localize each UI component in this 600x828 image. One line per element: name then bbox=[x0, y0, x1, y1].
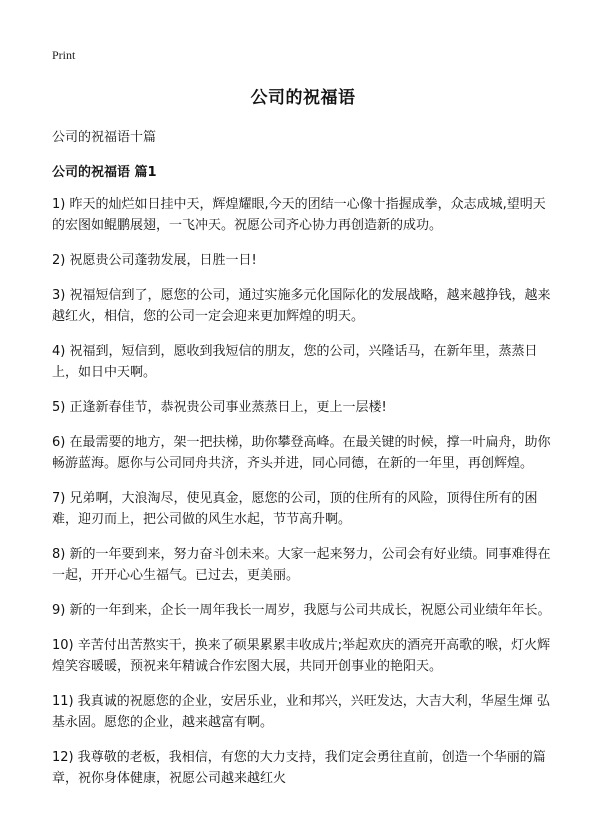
print-link[interactable]: Print bbox=[52, 48, 76, 62]
paragraph-4: 4) 祝福到，短信到，愿收到我短信的朋友，您的公司，兴隆话马，在新年里，蒸蒸日上，如日中天啊。 bbox=[52, 344, 538, 380]
document-subtitle: 公司的祝福语十篇 bbox=[52, 130, 157, 145]
paragraph-1: 1) 昨天的灿烂如日挂中天，辉煌耀眼,今天的团结一心像十指握成拳，众志成城,望明天的宏图如鲲鹏展翅，一飞冲天。祝愿公司齐心协力再创造新的成功。 bbox=[52, 197, 546, 233]
paragraph-8: 8) 新的一年要到来，努力奋斗创未来。大家一起来努力，公司会有好业绩。同事难得在一起，开开心心生福气。已过去，更美丽。 bbox=[52, 547, 551, 583]
paragraph-3: 3) 祝福短信到了，愿您的公司，通过实施多元化国际化的发展战略，越来越挣钱，越来越红火，相信，您的公司一定会迎来更加辉煌的明天。 bbox=[52, 288, 551, 324]
paragraph-11: 11) 我真诚的祝愿您的企业，安居乐业，业和邦兴，兴旺发达，大吉大利，华屋生煇 弘基永固。愿您的企业，越来越富有啊。 bbox=[52, 694, 550, 730]
paragraph-7: 7) 兄弟啊，大浪淘尽，使见真金，愿您的公司，顶的住所有的风险，顶得住所有的困难，迎刃而上，把公司做的风生水起，节节高升啊。 bbox=[52, 491, 538, 527]
paragraph-10: 10) 辛苦付出苦熬实干，换来了硕果累累丰收成片;举起欢庆的酒亮开高歌的喉，灯火辉煌笑容暖暖，预祝来年精诚合作宏图大展，共同开创事业的艳阳天。 bbox=[52, 638, 551, 674]
page-title: 公司的祝福语 bbox=[250, 88, 356, 108]
paragraph-2: 2) 祝愿贵公司蓬勃发展，日胜一日! bbox=[52, 253, 257, 268]
paragraph-6: 6) 在最需要的地方，架一把扶梯，助你攀登高峰。在最关键的时候，撑一叶扁舟，助你畅游蓝海。愿你与公司同舟共济，齐头并进，同心同德，在新的一年里，再创辉煌。 bbox=[52, 435, 551, 471]
paragraph-9: 9) 新的一年到来，企长一周年我长一周岁，我愿与公司共成长，祝愿公司业绩年年长。 bbox=[52, 603, 551, 618]
paragraph-12: 12) 我尊敬的老板，我相信，有您的大力支持，我们定会勇往直前，创造一个华丽的篇章，祝你身体健康，祝愿公司越来越红火 bbox=[52, 750, 546, 786]
section-heading: 公司的祝福语 篇1 bbox=[52, 165, 157, 180]
paragraph-5: 5) 正逢新春佳节，恭祝贵公司事业蒸蒸日上，更上一层楼! bbox=[52, 400, 387, 415]
